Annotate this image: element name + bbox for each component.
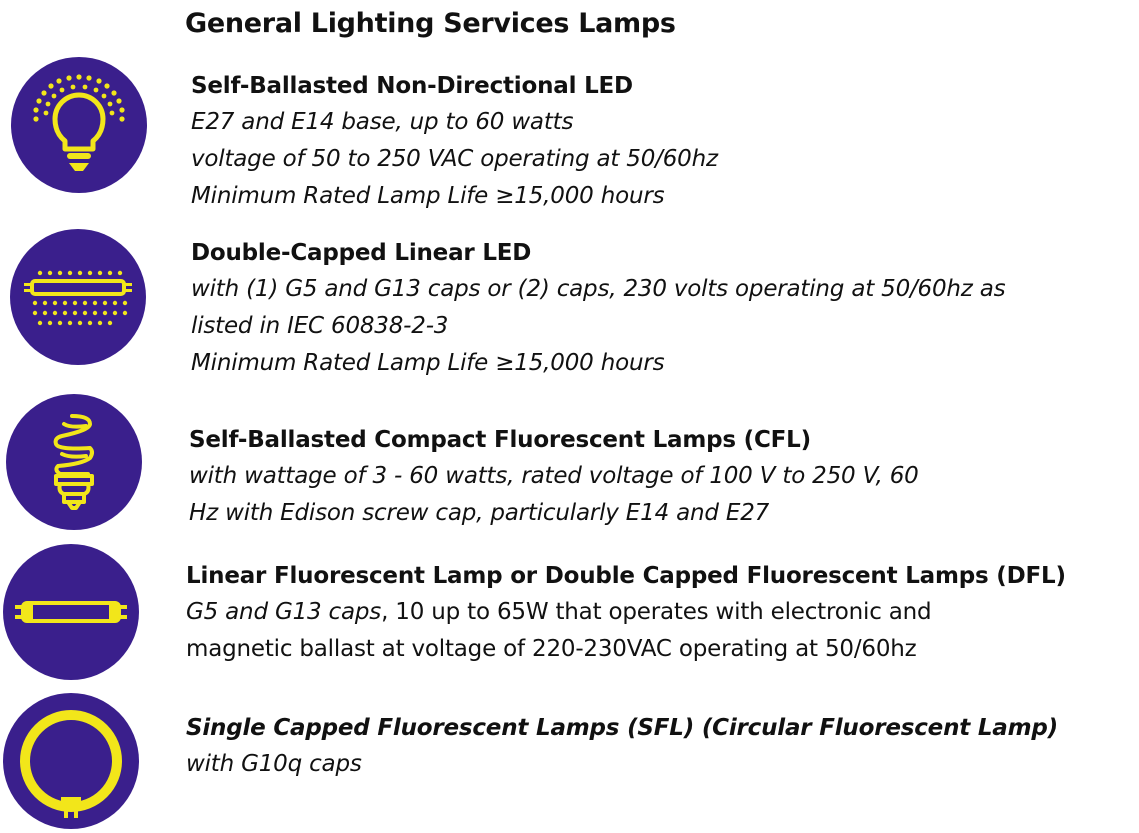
lamp-heading: Self-Ballasted Compact Fluorescent Lamps (CFL) xyxy=(189,427,811,453)
lamp-detail xyxy=(186,594,1066,631)
cfl-bulb-icon xyxy=(6,394,142,530)
lamp-detail: Minimum Rated Lamp Life ≥15,000 hours xyxy=(191,183,665,209)
fluorescent-tube-icon xyxy=(3,544,139,680)
linear-led-tube-icon xyxy=(10,229,146,365)
page-title: General Lighting Services Lamps xyxy=(185,8,676,39)
lamp-entry xyxy=(191,68,718,215)
lamp-detail: voltage of 50 to 250 VAC operating at 50/60hz xyxy=(191,146,718,172)
lamp-heading: Linear Fluorescent Lamp or Double Capped Fluorescent Lamps (DFL) xyxy=(186,563,1066,589)
lamp-heading: Double-Capped Linear LED xyxy=(191,240,532,266)
lamp-heading: Self-Ballasted Non-Directional LED xyxy=(191,73,633,99)
lamp-detail: listed in IEC 60838-2-3 xyxy=(191,313,449,339)
lamp-detail: Hz with Edison screw cap, particularly E14 and E27 xyxy=(189,500,770,526)
lamp-detail: magnetic ballast at voltage of 220-230VAC operating at 50/60hz xyxy=(186,636,917,662)
lamp-entry xyxy=(191,235,1005,382)
lamp-heading: Single Capped Fluorescent Lamps (SFL) (Circular Fluorescent Lamp) xyxy=(186,715,1058,741)
lamp-detail: E27 and E14 base, up to 60 watts xyxy=(191,109,574,135)
lamp-detail: with (1) G5 and G13 caps or (2) caps, 230 volts operating at 50/60hz as xyxy=(191,276,1006,302)
lamp-entry xyxy=(189,422,919,532)
led-bulb-icon xyxy=(11,57,147,193)
lamp-entry xyxy=(186,558,1066,668)
lamp-detail: with wattage of 3 - 60 watts, rated voltage of 100 V to 250 V, 60 xyxy=(189,463,919,489)
lamp-detail: with G10q caps xyxy=(186,751,362,777)
lamp-detail: Minimum Rated Lamp Life ≥15,000 hours xyxy=(191,350,665,376)
lamp-detail-italic: G5 and G13 caps xyxy=(186,599,382,625)
lamp-entry xyxy=(186,710,1058,783)
lamp-detail-rest: , 10 up to 65W that operates with electronic and xyxy=(381,599,932,625)
circular-fluorescent-lamp-icon xyxy=(3,693,139,829)
